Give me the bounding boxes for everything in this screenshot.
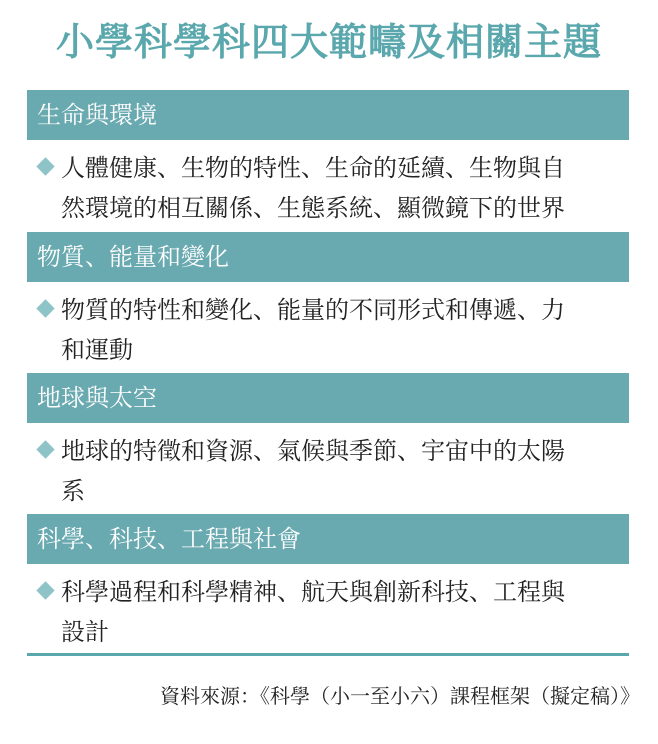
section-life-environment	[27, 90, 629, 228]
topic-line: 科學過程和科學精神、航天與創新科技、工程與	[61, 578, 565, 606]
topic-line: 地球的特徵和資源、氣候與季節、宇宙中的太陽	[61, 437, 565, 465]
diamond-bullet-icon	[36, 440, 54, 458]
section-header: 科學、科技、工程與社會	[27, 514, 629, 564]
topic-line: 人體健康、生物的特性、生命的延續、生物與自	[61, 154, 565, 182]
section-header: 生命與環境	[27, 90, 629, 140]
section-earth-space	[27, 373, 629, 511]
section-topics	[27, 564, 629, 652]
topic-line: 和運動	[61, 336, 133, 364]
page-title: 小學科學科四大範疇及相關主題	[55, 19, 602, 64]
section-science-technology-society	[27, 514, 629, 652]
topic-line: 然環境的相互關係、生態系統、顯微鏡下的世界	[61, 194, 565, 222]
section-header: 物質、能量和變化	[27, 232, 629, 282]
section-topics	[27, 423, 629, 511]
topic-line: 設計	[61, 618, 109, 646]
topic-line: 物質的特性和變化、能量的不同形式和傳遞、力	[61, 296, 565, 324]
source-note: 資料來源：《科學（小一至小六）課程框架（擬定稿）》	[160, 684, 640, 708]
topic-line: 系	[61, 477, 85, 505]
section-topics	[27, 140, 629, 228]
section-topics	[27, 282, 629, 370]
diamond-bullet-icon	[36, 581, 54, 599]
section-header: 地球與太空	[27, 373, 629, 423]
diamond-bullet-icon	[36, 157, 54, 175]
section-matter-energy	[27, 232, 629, 370]
diamond-bullet-icon	[36, 299, 54, 317]
bottom-divider	[27, 653, 629, 656]
